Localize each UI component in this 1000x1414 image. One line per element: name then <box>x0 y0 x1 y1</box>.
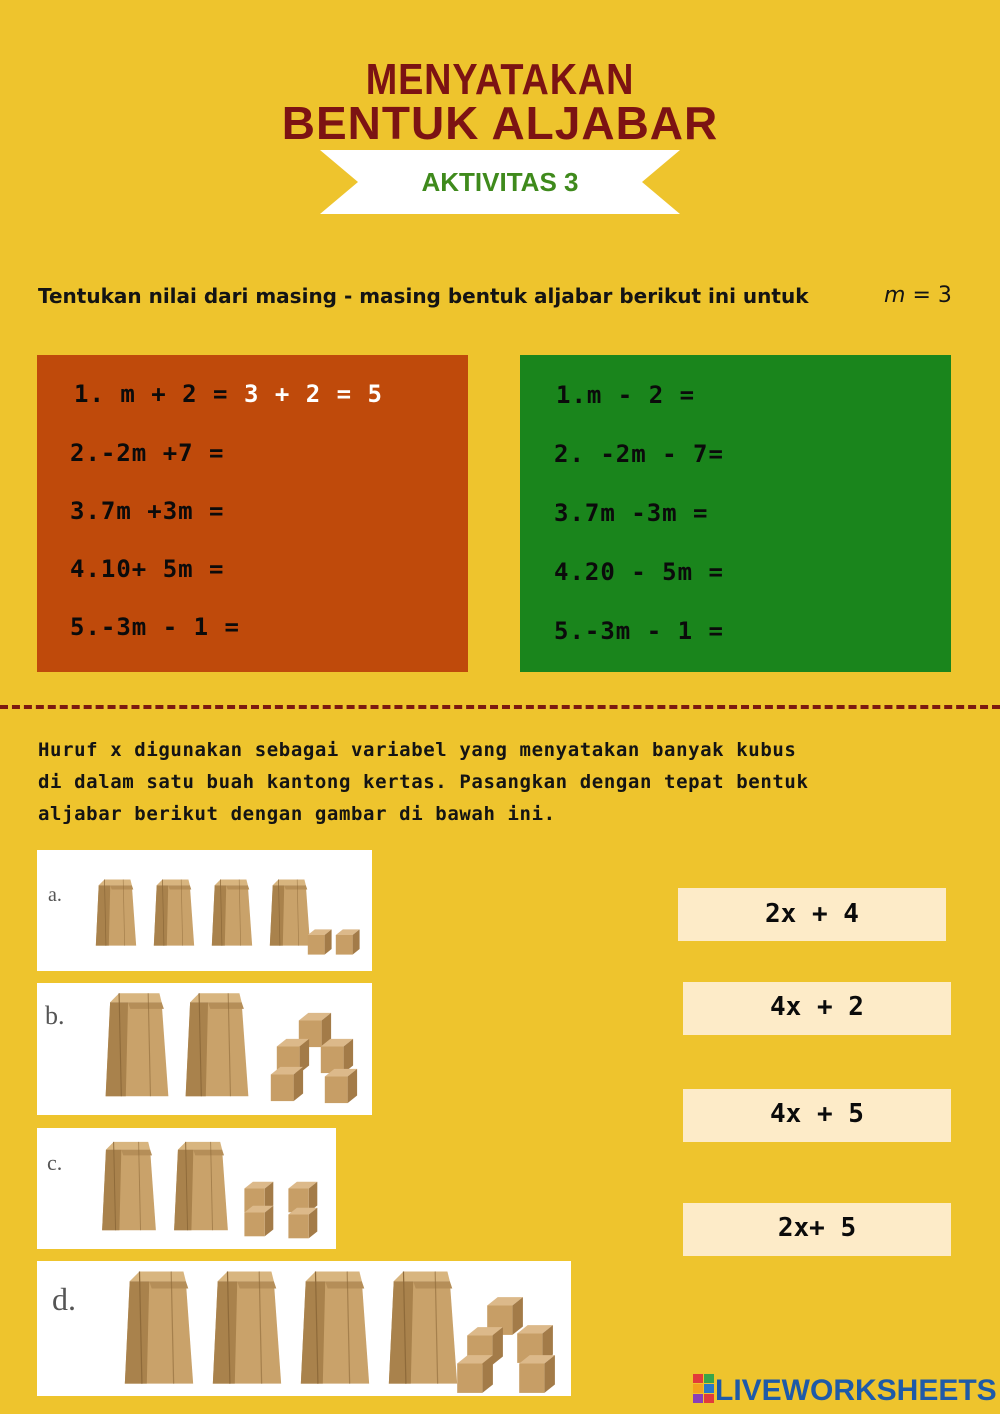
liveworksheets-logo-icon <box>693 1374 715 1404</box>
right-item-5: 5.-3m - 1 = <box>554 617 724 645</box>
picture-b-illustration <box>97 991 367 1109</box>
instruction-text: Tentukan nilai dari masing - masing bentuk aljabar berikut ini untuk <box>38 284 809 308</box>
liveworksheets-brand <box>693 1374 997 1408</box>
bag-icon <box>301 1271 369 1383</box>
picture-a-illustration <box>89 878 369 958</box>
section-divider <box>0 705 1000 709</box>
variable-assignment: = 3 <box>912 283 952 308</box>
left-item-1-answer: 3 + 2 = 5 <box>243 380 383 408</box>
bag-icon <box>389 1271 457 1383</box>
bag-icon <box>96 879 136 945</box>
picture-a <box>37 850 372 971</box>
left-item-1-question: 1. m + 2 = <box>74 380 244 408</box>
left-item-4: 4.10+ 5m = <box>70 555 225 583</box>
cube-icon <box>325 1069 357 1103</box>
title-line-2: BENTUK ALJABAR <box>281 97 719 149</box>
bag-icon <box>270 879 310 945</box>
bag-icon <box>174 1142 228 1230</box>
paragraph-line-3: aljabar berikut dengan gambar di bawah ini. <box>38 803 556 825</box>
picture-c-label: c. <box>47 1150 63 1175</box>
cube-icon <box>321 1039 353 1073</box>
variable-value <box>884 283 952 308</box>
title-line-1: MENYATAKAN <box>365 55 635 104</box>
right-item-4: 4.20 - 5m = <box>554 558 724 586</box>
bag-icon <box>213 1271 281 1383</box>
brand-name: LIVEWORKSHEETS <box>715 1374 997 1407</box>
right-item-3: 3.7m -3m = <box>554 499 709 527</box>
picture-c <box>37 1128 336 1249</box>
picture-c-illustration <box>93 1140 333 1244</box>
cube-icon <box>457 1355 493 1393</box>
paragraph-line-2: di dalam satu buah kantong kertas. Pasangkan dengan tepat bentuk <box>38 771 809 793</box>
answer-option-3[interactable]: 4x + 5 <box>683 1089 951 1142</box>
paragraph-line-1: Huruf x digunakan sebagai variabel yang menyatakan banyak kubus <box>38 739 797 761</box>
right-item-2: 2. -2m - 7= <box>554 440 724 468</box>
cube-icon <box>336 929 360 954</box>
left-item-3: 3.7m +3m = <box>70 497 225 525</box>
matching-instructions <box>38 734 968 830</box>
picture-d <box>37 1261 571 1396</box>
left-item-5: 5.-3m - 1 = <box>70 613 240 641</box>
bag-icon <box>102 1142 156 1230</box>
cube-icon <box>271 1067 303 1101</box>
variable-name: m <box>884 283 906 308</box>
picture-d-label: d. <box>52 1281 76 1317</box>
cube-icon <box>308 929 332 954</box>
left-item-2: 2.-2m +7 = <box>70 439 225 467</box>
bag-icon <box>125 1271 193 1383</box>
cube-icon <box>244 1206 273 1237</box>
picture-a-label: a. <box>48 884 62 906</box>
picture-b-label: b. <box>45 1001 65 1030</box>
cube-icon <box>519 1355 555 1393</box>
picture-d-illustration <box>115 1269 565 1393</box>
bag-icon <box>106 993 169 1096</box>
answer-option-1[interactable]: 2x + 4 <box>678 888 946 941</box>
bag-icon <box>212 879 252 945</box>
left-item-1 <box>74 380 383 408</box>
right-item-1: 1.m - 2 = <box>556 381 696 409</box>
bag-icon <box>186 993 249 1096</box>
answer-option-4[interactable]: 2x+ 5 <box>683 1203 951 1256</box>
picture-b <box>37 983 372 1115</box>
bag-icon <box>154 879 194 945</box>
cube-icon <box>288 1208 317 1239</box>
activity-label: AKTIVITAS 3 <box>421 167 579 197</box>
answer-option-2[interactable]: 4x + 2 <box>683 982 951 1035</box>
